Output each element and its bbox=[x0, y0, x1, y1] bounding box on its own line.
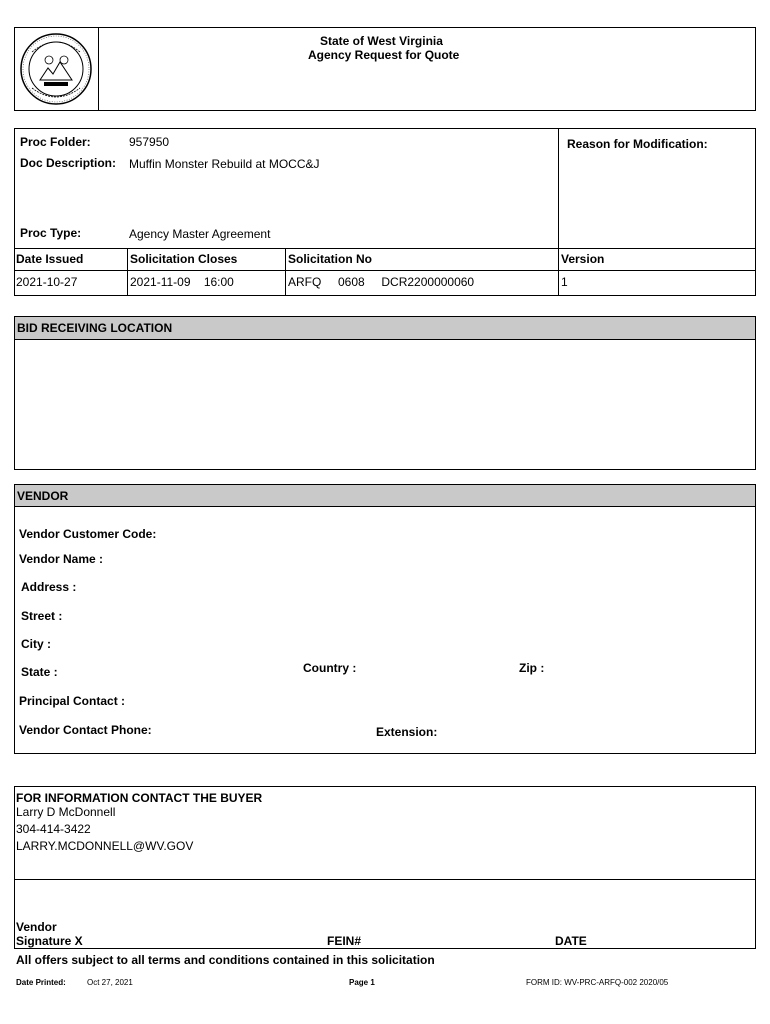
vendor-contact-phone-label: Vendor Contact Phone: bbox=[19, 723, 152, 737]
header-title-line1: State of West Virginia bbox=[320, 34, 443, 48]
vendor-zip-label: Zip : bbox=[519, 661, 545, 675]
bid-receiving-heading: BID RECEIVING LOCATION bbox=[17, 321, 173, 335]
proc-folder-label: Proc Folder: bbox=[20, 135, 91, 149]
date-printed-label: Date Printed: bbox=[16, 978, 66, 987]
state-seal bbox=[18, 30, 94, 108]
buyer-signature-box bbox=[14, 786, 756, 949]
proc-col-divider-1 bbox=[127, 248, 128, 296]
vendor-country-label: Country : bbox=[303, 661, 357, 675]
buyer-name: Larry D McDonnell bbox=[16, 805, 116, 819]
header-title-line2: Agency Request for Quote bbox=[308, 48, 460, 62]
solicitation-no-value: ARFQ 0608 DCR2200000060 bbox=[288, 275, 475, 289]
buyer-divider bbox=[14, 879, 756, 880]
vendor-heading: VENDOR bbox=[17, 489, 69, 503]
vendor-principal-contact-label: Principal Contact : bbox=[19, 694, 126, 708]
vendor-signature-label-line1: Vendor bbox=[16, 920, 57, 934]
page-number: Page 1 bbox=[349, 978, 375, 987]
proc-table-top-line bbox=[14, 248, 756, 249]
col-header-solicitation-closes: Solicitation Closes bbox=[130, 252, 238, 266]
reason-for-modification-label: Reason for Modification: bbox=[567, 137, 708, 151]
vendor-signature-label-line2: Signature X bbox=[16, 934, 83, 948]
buyer-email: LARRY.MCDONNELL@WV.GOV bbox=[16, 839, 194, 853]
doc-description-value: Muffin Monster Rebuild at MOCC&J bbox=[129, 157, 320, 171]
vendor-extension-label: Extension: bbox=[376, 725, 438, 739]
buyer-heading: FOR INFORMATION CONTACT THE BUYER bbox=[16, 791, 263, 805]
vendor-name-label: Vendor Name : bbox=[19, 552, 104, 566]
date-label: DATE bbox=[555, 934, 587, 948]
form-id: FORM ID: WV-PRC-ARFQ-002 2020/05 bbox=[526, 978, 669, 987]
solicitation-closes-value: 2021-11-09 16:00 bbox=[130, 275, 234, 289]
date-issued-value: 2021-10-27 bbox=[16, 275, 78, 289]
col-header-date-issued: Date Issued bbox=[16, 252, 84, 266]
version-value: 1 bbox=[561, 275, 568, 289]
col-header-solicitation-no: Solicitation No bbox=[288, 252, 372, 266]
proc-type-label: Proc Type: bbox=[20, 226, 82, 240]
vendor-customer-code-label: Vendor Customer Code: bbox=[19, 527, 157, 541]
terms-statement: All offers subject to all terms and conditions contained in this solicitation bbox=[16, 953, 435, 967]
vendor-state-label: State : bbox=[21, 665, 58, 679]
proc-table-mid-line bbox=[14, 270, 756, 271]
header-divider bbox=[98, 27, 99, 111]
date-printed-value: Oct 27, 2021 bbox=[87, 978, 133, 987]
proc-type-value: Agency Master Agreement bbox=[129, 227, 271, 241]
proc-col-divider-2 bbox=[285, 248, 286, 296]
vendor-address-label: Address : bbox=[21, 580, 77, 594]
col-header-version: Version bbox=[561, 252, 605, 266]
doc-description-label: Doc Description: bbox=[20, 156, 117, 170]
buyer-phone: 304-414-3422 bbox=[16, 822, 91, 836]
vendor-street-label: Street : bbox=[21, 609, 63, 623]
vendor-header-bar bbox=[15, 485, 755, 507]
fein-label: FEIN# bbox=[327, 934, 362, 948]
vendor-box bbox=[14, 484, 756, 754]
vendor-city-label: City : bbox=[21, 637, 51, 651]
proc-folder-value: 957950 bbox=[129, 135, 170, 149]
